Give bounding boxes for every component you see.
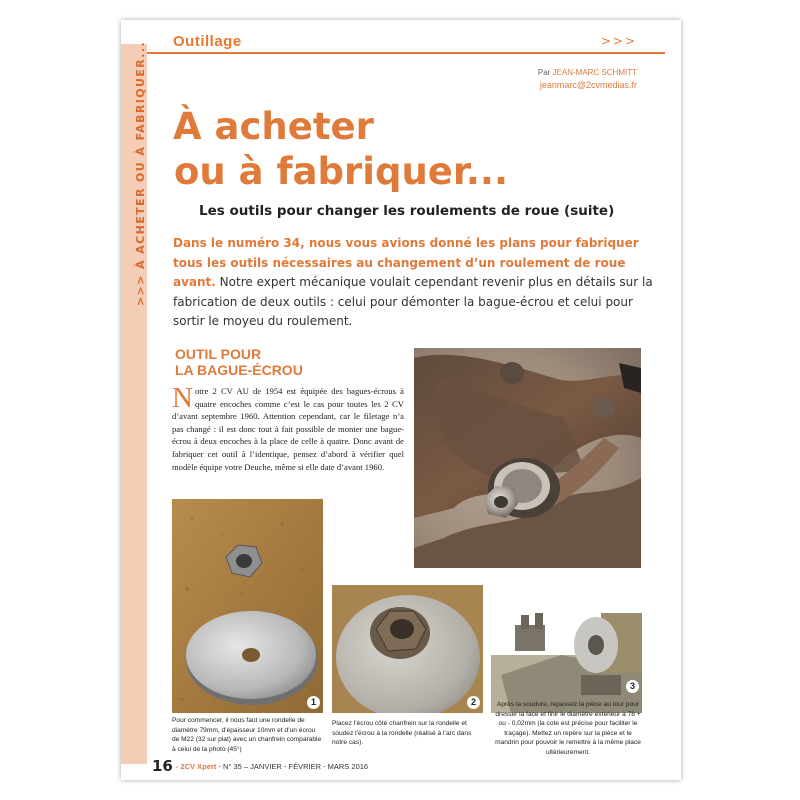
issue-info: - N° 35 – JANVIER - FÉVRIER - MARS 2016 <box>216 762 369 771</box>
body-text: otre 2 CV AU de 1954 est équipée des bagues-écrous à quatre encoches comme c’est le cas pour toutes les 2 CV d’avant septembre 1960. Attention cependant, car le filetage n’a pas changé : il est donc tout à fait possible de monter une bague-écrou à deux encoches à la place de celle à quatre. Donc avant de fabriquer cet outil à l’identique, pensez d’abord à vérifier quel modèle équipe votre Deuche, même si elle date d’avant 1960. <box>172 386 404 472</box>
magazine-page <box>121 20 681 780</box>
photo-washer-and-nut <box>172 499 323 713</box>
body-paragraph <box>172 382 404 473</box>
author-email: jeanmarc@2cvmedias.fr <box>539 80 637 90</box>
article-title <box>173 104 508 194</box>
photo-welded-nut <box>332 585 483 713</box>
photo-number-2: 2 <box>467 696 480 709</box>
caption-photo-1: Pour commencer, il nous faut une rondelle de diamètre 79mm, d’épaisseur 10mm et d’un écrou de M22 (32 sur plat) avec un chanfrein comparable à celui de la photo (45°) <box>172 717 322 753</box>
photo-number-3: 3 <box>626 680 639 693</box>
section-heading-line-1: OUTIL POUR <box>175 346 262 362</box>
side-strip <box>121 40 147 764</box>
rubric-arrows: >>> <box>600 34 637 48</box>
header-rule <box>147 52 665 54</box>
page-number: 16 <box>152 757 173 775</box>
photo-number-1: 1 <box>307 696 320 709</box>
page-footer <box>152 757 368 775</box>
photo-hub-nut <box>414 348 641 568</box>
section-heading <box>175 346 303 378</box>
title-line-1: À acheter <box>173 105 374 148</box>
section-heading-line-2: LA BAGUE-ÉCROU <box>175 362 303 378</box>
drop-cap: N <box>172 382 193 414</box>
lead-paragraph <box>173 234 653 332</box>
byline-prefix: Par <box>537 68 551 77</box>
caption-photo-2: Placez l’écrou côté chanfrein sur la rondelle et soudez l’écrou à la rondelle (réalisé à l’arc dans notre cas). <box>332 720 472 746</box>
lead-text: Notre expert mécanique voulait cependant revenir plus en détails sur la fabrication de deux outils : celui pour démonter la bague-écrou et celui pour sortir le moyeu du roulement. <box>173 275 653 328</box>
side-label: >>> À ACHETER OU À FABRIQUER... <box>134 40 147 306</box>
rubric-title: Outillage <box>173 33 242 50</box>
article-subtitle: Les outils pour changer les roulements de roue (suite) <box>199 203 615 219</box>
byline <box>538 68 637 77</box>
lead-highlight: Dans le numéro 34, nous vous avions donné les plans pour fabriquer tous les outils nécessaires au changement d’un roulement de roue avant. <box>173 236 639 289</box>
title-line-2: ou à fabriquer... <box>174 150 509 193</box>
caption-photo-3: Après la soudure, repassez la pièce au tour pour dresser la face et finir le diamètre extérieur à 78 + ou - 0,02mm (la cote est précise pour faciliter le traçage). Mettez un repère sur la pièce et le mandrin pour pouvoir le remettre à la même place ultérieurement. <box>495 701 641 756</box>
magazine-name: - 2CV Xpert <box>175 762 217 771</box>
photo-lathe <box>491 585 642 713</box>
byline-author: JEAN-MARC SCHMITT <box>552 68 637 77</box>
